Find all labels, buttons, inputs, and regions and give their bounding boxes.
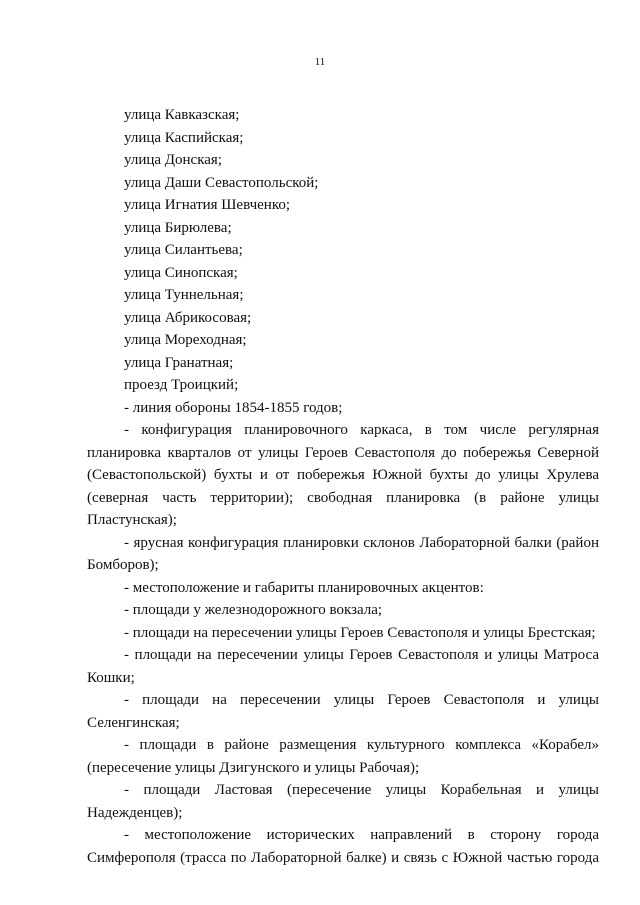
text-line: улица Синопская; (124, 264, 238, 281)
text-line: - площади на пересечении улицы Героев Севастополя и улицы (124, 692, 599, 708)
text-line: улица Кавказская; (124, 107, 240, 123)
text-line: - местоположение и габариты планировочных акцентов: (124, 579, 484, 596)
text-line: улица Донская; (124, 152, 222, 168)
text-line: улица Абрикосовая; (124, 309, 252, 326)
text-line: Бомборов); (87, 557, 159, 573)
text-line: улица Даши Севастопольской; (124, 174, 319, 191)
text-line: - ярусная конфигурация планировки склонов Лабораторной балки (район (124, 534, 599, 551)
text-line: Селенгинская; (87, 714, 180, 731)
text-line: улица Бирюлева; (124, 219, 232, 236)
text-line: улица Каспийская; (124, 129, 244, 146)
text-line: улица Игнатия Шевченко; (124, 197, 291, 213)
text-line: улица Гранатная; (124, 354, 234, 371)
text-line: - площади в районе размещения культурного комплекса «Корабел» (124, 737, 599, 753)
text-line: (Севастопольской) бухты и от побережья Южной бухты до улицы Хрулева (87, 467, 599, 483)
text-line: проезд Троицкий; (124, 377, 239, 393)
text-line: улица Силантьева; (124, 242, 243, 258)
text-line: улица Туннельная; (124, 287, 244, 303)
text-line: (северная часть территории); свободная планировка (в районе улицы (87, 489, 599, 506)
text-line: - конфигурация планировочного каркаса, в том числе регулярная (124, 422, 599, 438)
text-line: Надежденцев); (87, 804, 183, 821)
text-line: Пластунская); (87, 512, 177, 528)
text-line: (пересечение улицы Дзигунского и улицы Рабочая); (87, 759, 420, 776)
text-line: - площади на пересечении улицы Героев Севастополя и улицы Брестская; (124, 624, 596, 641)
document-body (87, 104, 599, 869)
text-line: - линия обороны 1854-1855 годов; (124, 399, 343, 416)
text-line: планировка кварталов от улицы Героев Севастополя до побережья Северной (87, 444, 599, 461)
text-line: - площади на пересечении улицы Героев Севастополя и улицы Матроса (124, 647, 599, 663)
text-line: - площади у железнодорожного вокзала; (124, 602, 383, 618)
text-line: - местоположение исторических направлений в сторону города (124, 827, 599, 843)
text-line: Симферополя (трасса по Лабораторной балке) и связь с Южной частью города (87, 849, 599, 866)
text-line: Кошки; (87, 669, 135, 686)
text-line: улица Мореходная; (124, 332, 247, 348)
page-number: 11 (314, 56, 326, 68)
text-line: - площади Ластовая (пересечение улицы Корабельная и улицы (124, 782, 599, 798)
